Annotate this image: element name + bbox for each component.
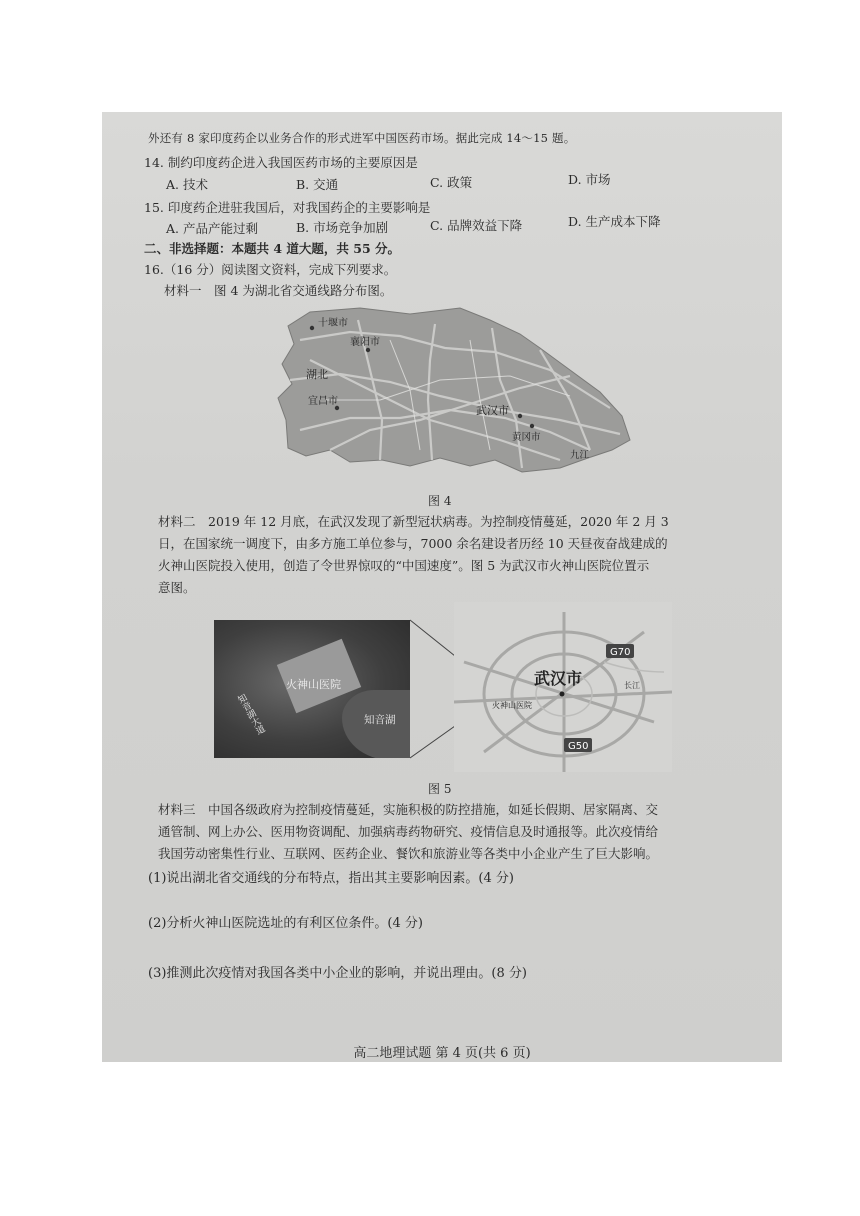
q14-option-b: B. 交通	[296, 177, 339, 192]
label-g70: G70	[610, 647, 631, 658]
label-hospital-small: 火神山医院	[492, 701, 532, 710]
hubei-transport-map	[270, 300, 640, 476]
label-yichang: 宜昌市	[308, 396, 338, 407]
figure-5-caption: 图 5	[428, 782, 452, 796]
q15-option-d: D. 生产成本下降	[568, 214, 661, 229]
question-15: 15. 印度药企进驻我国后，对我国药企的主要影响是	[144, 200, 431, 215]
label-river: 长江	[624, 681, 640, 690]
section-2-heading: 二、非选择题：本题共 4 道大题，共 55 分。	[144, 241, 401, 256]
figure-4-caption: 图 4	[428, 494, 452, 508]
q14-option-d: D. 市场	[568, 172, 611, 187]
q14-option-a: A. 技术	[166, 177, 208, 192]
label-wuhan-city: 武汉市	[534, 669, 583, 688]
label-shiyan: 十堰市	[318, 318, 348, 329]
material-3-line-3: 我国劳动密集性行业、互联网、医药企业、餐饮和旅游业等各类中小企业产生了巨大影响。	[158, 846, 659, 861]
hospital-aerial-photo	[214, 620, 410, 758]
sub-question-1: (1)说出湖北省交通线的分布特点，指出其主要影响因素。(4 分)	[148, 871, 514, 886]
wuhan-location-map	[454, 602, 672, 772]
label-wuhan: 武汉市	[476, 404, 509, 417]
material-2-line-1: 材料二 2019 年 12 月底，在武汉发现了新型冠状病毒。为控制疫情蔓延，2020 年 2 月 3	[158, 514, 669, 529]
label-huanggang: 黄冈市	[512, 432, 541, 443]
intro-line: 外还有 8 家印度药企以业务合作的形式进军中国医药市场。据此完成 14～15 题。	[148, 131, 576, 145]
material-2-line-2: 日，在国家统一调度下，由多方施工单位参与，7000 余名建设者历经 10 天昼夜奋战建成的	[158, 536, 668, 551]
photo-label-lake: 知音湖	[364, 714, 396, 726]
label-jiujiang: 九江	[570, 450, 590, 461]
label-xiangyang: 襄阳市	[350, 337, 380, 348]
exam-page	[102, 112, 782, 1062]
q14-option-c: C. 政策	[430, 175, 473, 190]
label-hubei: 湖北	[306, 368, 328, 381]
question-14: 14. 制约印度药企进入我国医药市场的主要原因是	[144, 155, 418, 170]
material-2-line-3: 火神山医院投入使用，创造了令世界惊叹的“中国速度”。图 5 为武汉市火神山医院位置示	[158, 558, 650, 573]
material-3-line-1: 材料三 中国各级政府为控制疫情蔓延，实施积极的防控措施，如延长假期、居家隔离、交	[158, 802, 659, 817]
page-footer: 高二地理试题 第 4 页(共 6 页)	[353, 1046, 531, 1061]
q15-option-a: A. 产品产能过剩	[166, 221, 258, 236]
question-16: 16.（16 分）阅读图文资料，完成下列要求。	[144, 262, 397, 277]
hubei-province-shape	[278, 308, 630, 472]
q15-option-b: B. 市场竞争加剧	[296, 220, 389, 235]
material-3-line-2: 通管制、网上办公、医用物资调配、加强病毒药物研究、疫情信息及时通报等。此次疫情给	[158, 824, 659, 839]
sub-question-2: (2)分析火神山医院选址的有利区位条件。(4 分)	[148, 916, 423, 931]
photo-label-hospital: 火神山医院	[286, 678, 341, 691]
material-2-line-4: 意图。	[158, 580, 196, 595]
q15-option-c: C. 品牌效益下降	[430, 218, 523, 233]
material-1: 材料一 图 4 为湖北省交通线路分布图。	[164, 283, 393, 298]
photo-label-road: 知音湖大道	[234, 692, 266, 737]
label-g50: G50	[568, 741, 589, 752]
sub-question-3: (3)推测此次疫情对我国各类中小企业的影响，并说出理由。(8 分)	[148, 966, 527, 981]
